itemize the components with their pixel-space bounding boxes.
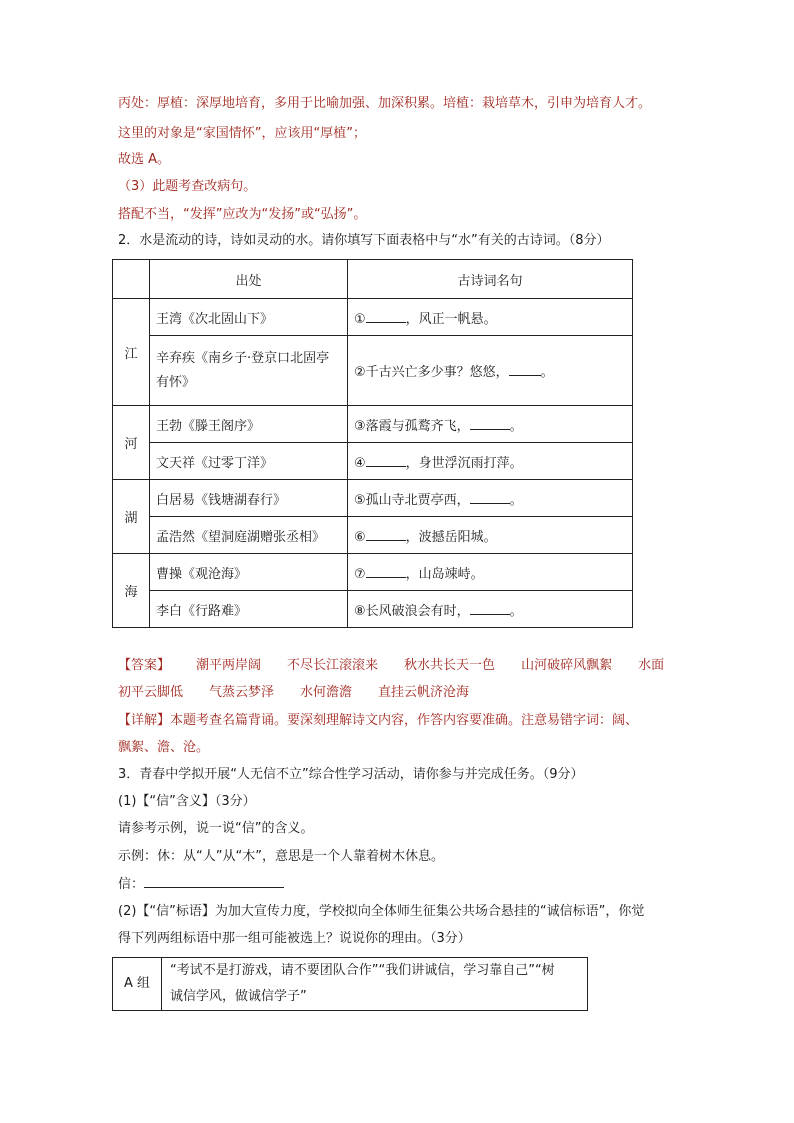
- row-number: ⑥: [354, 529, 366, 545]
- slogan-text-line: “考试不是打游戏，请不要团队合作”“我们讲诚信，学习靠自己”“树: [170, 963, 555, 978]
- question-3-sub1-example: 示例：休：从“人”从“木”，意思是一个人靠着树木休息。: [118, 849, 444, 864]
- table-header-row: [113, 260, 633, 299]
- explain-line-1: 丙处：厚植：深厚地培育，多用于比喻加强、加深积累。培植：栽培草木，引申为培育人才。: [118, 96, 652, 111]
- row-number: ①: [354, 311, 366, 327]
- source-cell: 白居易《钱塘湖春行》: [150, 480, 348, 517]
- question-3-sub1-answer: [118, 875, 284, 894]
- answer-item: 潮平两岸阔: [196, 658, 262, 673]
- verse-text: 长风破浪会有时，: [365, 603, 470, 619]
- verse-cell: [348, 480, 633, 517]
- answer-item: 直挂云帆济沧海: [378, 685, 470, 700]
- detail-text: 本题考查名篇背诵。要深刻理解诗文内容，作答内容要准确。注意易错字词：阔、: [170, 713, 639, 728]
- explain-line-3: 故选 A。: [118, 152, 171, 167]
- verse-text: 。: [509, 603, 523, 619]
- group-label: A 组: [113, 958, 162, 1011]
- verse-text: ，波撼岳阳城。: [405, 529, 497, 545]
- blank-field[interactable]: [470, 602, 510, 615]
- header-category: [113, 260, 150, 299]
- question-3-sub1-prompt: 请参考示例，说一说“信”的含义。: [118, 821, 314, 836]
- answer-item: 水何澹澹: [300, 685, 353, 700]
- source-cell: 李白《行路难》: [150, 591, 348, 628]
- verse-text: ，风正一帆悬。: [405, 311, 497, 327]
- detail-label: 【详解】: [118, 713, 171, 728]
- question-3-title: 3．青春中学拟开展“人无信不立”综合性学习活动，请你参与并完成任务。（9分）: [118, 767, 584, 782]
- table-row: [113, 517, 633, 554]
- header-verse: 古诗词名句: [348, 260, 633, 299]
- header-source: 出处: [150, 260, 348, 299]
- question-3-sub2-line-2: 得下列两组标语中那一组可能被选上？说说你的理由。（3分）: [118, 931, 471, 946]
- source-cell: 文天祥《过零丁洋》: [150, 443, 348, 480]
- source-cell: 孟浩然《望洞庭湖赠张丞相》: [150, 517, 348, 554]
- q3-answer: 搭配不当，“发挥”应改为“发扬”或“弘扬”。: [118, 207, 367, 222]
- verse-text: 落霞与孤鹜齐飞，: [365, 418, 470, 434]
- question-2-title: 2．水是流动的诗，诗如灵动的水。请你填写下面表格中与“水”有关的古诗词。（8分）: [118, 233, 610, 248]
- detail-line-1: [118, 712, 638, 730]
- blank-field[interactable]: [366, 310, 406, 323]
- row-number: ④: [354, 455, 366, 471]
- answer-item: 初平云脚低: [118, 685, 184, 700]
- blank-field[interactable]: [470, 417, 510, 430]
- verse-text: 。: [509, 418, 523, 434]
- question-3-sub1: (1)【“信”含义】（3分）: [118, 794, 256, 809]
- verse-text: ，山岛竦峙。: [405, 566, 484, 582]
- table-row: [113, 958, 588, 1011]
- table-row: [113, 299, 633, 336]
- verse-cell: [348, 443, 633, 480]
- detail-line-2: 飘絮、澹、沧。: [118, 740, 210, 755]
- answer-item: 水面: [638, 658, 665, 673]
- verse-text: 。: [540, 365, 554, 380]
- row-number: ⑤: [354, 492, 366, 508]
- source-cell: 辛弃疾《南乡子·登京口北固亭有怀》: [150, 336, 348, 406]
- row-number: ⑧: [354, 603, 366, 619]
- verse-cell: [348, 591, 633, 628]
- blank-field[interactable]: [366, 454, 406, 467]
- verse-text: 孤山寺北贾亭西，: [365, 492, 470, 508]
- category-hu: 湖: [113, 480, 150, 554]
- question-3-sub2-line-1: (2)【“信”标语】为加大宣传力度，学校拟向全体师生征集公共场合悬挂的“诚信标语”，你觉: [118, 904, 645, 919]
- row-number: ⑦: [354, 566, 366, 582]
- table-row: [113, 554, 633, 591]
- table-row: [113, 591, 633, 628]
- answers-line-1: [118, 657, 690, 675]
- table-row: [113, 480, 633, 517]
- answer-label: 【答案】: [118, 658, 171, 673]
- row-number: ②: [354, 365, 366, 380]
- answer-item: 不尽长江滚滚来: [287, 658, 379, 673]
- table-row: [113, 406, 633, 443]
- answer-input-line[interactable]: [144, 875, 284, 888]
- category-jiang: 江: [113, 299, 150, 406]
- answers-line-2: [118, 684, 495, 702]
- table-row: [113, 443, 633, 480]
- blank-field[interactable]: [509, 363, 541, 376]
- source-cell: 曹操《观沧海》: [150, 554, 348, 591]
- answer-item: 气蒸云梦泽: [209, 685, 275, 700]
- verse-text: 千古兴亡多少事？悠悠，: [365, 365, 509, 380]
- explain-line-2: 这里的对象是“家国情怀”，应该用“厚植”；: [118, 126, 366, 141]
- row-number: ③: [354, 418, 366, 434]
- source-cell: 王湾《次北固山下》: [150, 299, 348, 336]
- poem-table: [112, 259, 633, 628]
- verse-text: ，身世浮沉雨打萍。: [405, 455, 523, 471]
- answer-label: 信：: [118, 877, 145, 892]
- answer-item: 秋水共长天一色: [404, 658, 496, 673]
- verse-cell: [348, 554, 633, 591]
- verse-cell: [348, 406, 633, 443]
- verse-cell: [348, 517, 633, 554]
- source-cell: 王勃《滕王阁序》: [150, 406, 348, 443]
- verse-text: 。: [509, 492, 523, 508]
- category-hai: 海: [113, 554, 150, 628]
- q3-label: （3）此题考查改病句。: [118, 179, 257, 194]
- slogan-text-line: 诚信学风，做诚信学子”: [170, 989, 307, 1004]
- answer-item: 山河破碎风飘絮: [521, 658, 613, 673]
- blank-field[interactable]: [470, 491, 510, 504]
- blank-field[interactable]: [366, 528, 406, 541]
- table-row: [113, 336, 633, 406]
- slogan-table: [112, 957, 588, 1011]
- blank-field[interactable]: [366, 565, 406, 578]
- category-he: 河: [113, 406, 150, 480]
- verse-cell: [348, 299, 633, 336]
- group-slogans: [162, 958, 588, 1011]
- verse-cell: [348, 336, 633, 406]
